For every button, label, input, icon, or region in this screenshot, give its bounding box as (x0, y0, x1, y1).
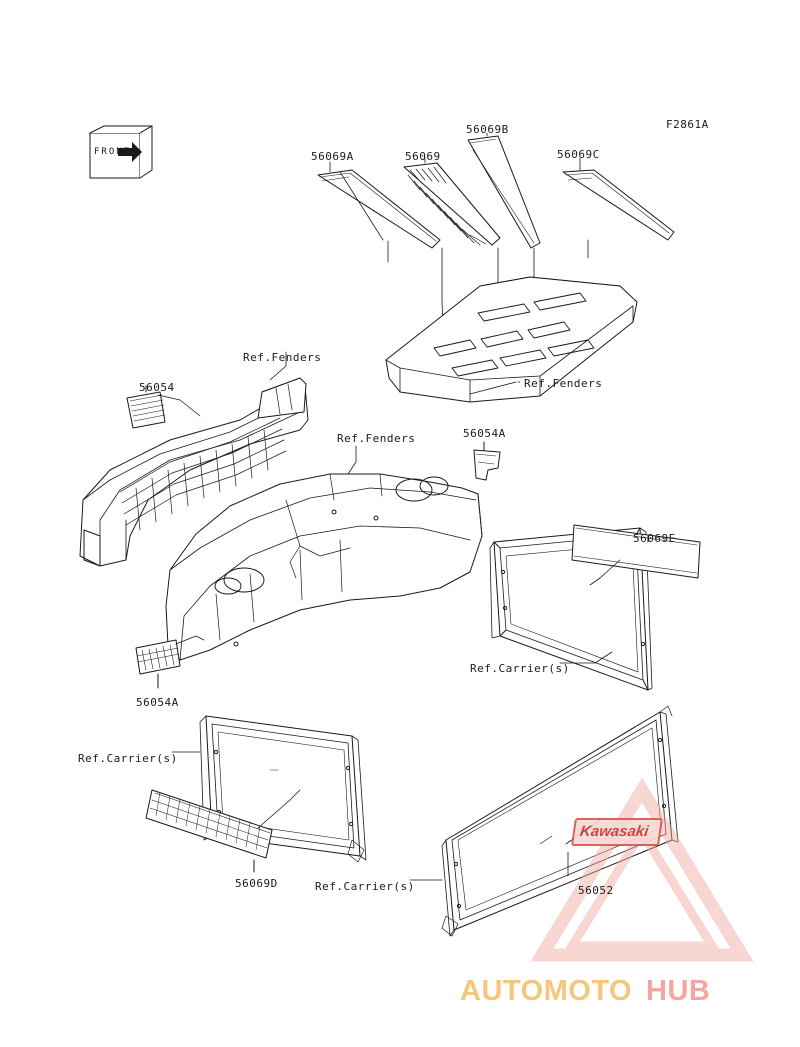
label-56069: 56069 (405, 150, 441, 163)
label-56069D: 56069D (235, 877, 278, 890)
label-56054A-upper: 56054A (463, 427, 506, 440)
label-ref-fenders-top-left: Ref.Fenders (243, 351, 322, 364)
label-ref-fenders-roof: Ref.Fenders (524, 377, 603, 390)
diagram-code: F2861A (666, 118, 709, 131)
label-ref-carriers-bottom: Ref.Carrier(s) (315, 880, 415, 893)
label-56069C: 56069C (557, 148, 600, 161)
label-56054: 56054 (139, 381, 175, 394)
watermark-text-hub: HUB (646, 975, 711, 1007)
label-56069E: 56069E (633, 532, 676, 545)
kawasaki-badge (571, 818, 663, 846)
kawasaki-badge-label: Kawasaki (578, 823, 650, 840)
label-56052: 56052 (578, 884, 614, 897)
label-ref-fenders-rear: Ref.Fenders (337, 432, 416, 445)
front-marker-label: FRONT (94, 147, 132, 157)
watermark-text-automoto: AUTOMOTO (460, 975, 633, 1007)
label-56054A-lower: 56054A (136, 696, 179, 709)
label-ref-carriers-left: Ref.Carrier(s) (78, 752, 178, 765)
label-ref-carriers-right: Ref.Carrier(s) (470, 662, 570, 675)
label-56069B: 56069B (466, 123, 509, 136)
label-56069A: 56069A (311, 150, 354, 163)
